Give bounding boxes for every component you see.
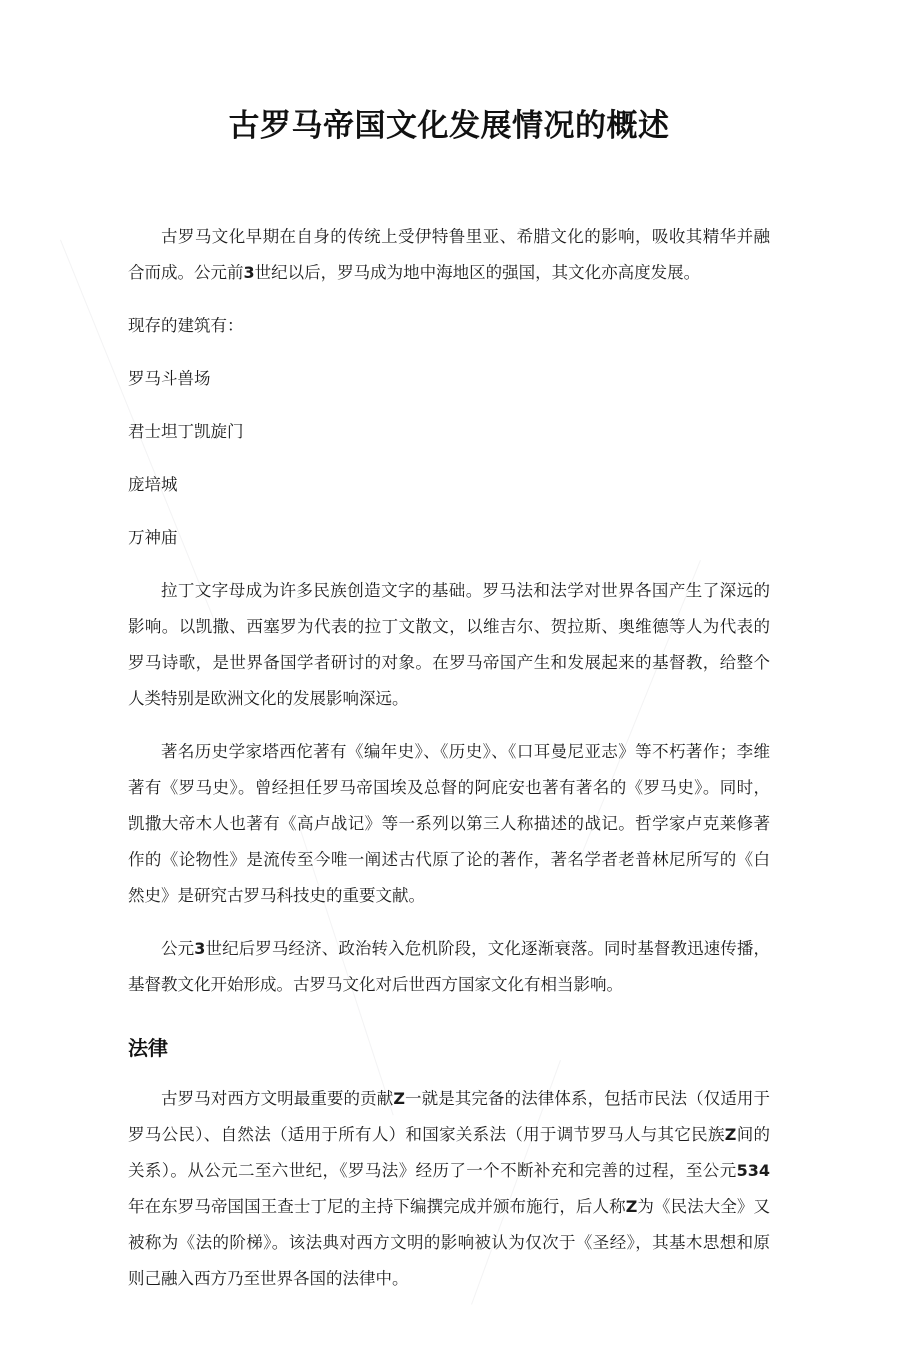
buildings-list-lead: 现存的建筑有： xyxy=(128,316,244,336)
paragraph-intro xyxy=(128,219,770,291)
paragraph-law-part3: 间的关系）。从公元二至六世纪，《罗马法》经历了一个不断补充和完善的过程，至公元 xyxy=(128,1125,771,1181)
list-item: 君士坦丁凯旋门 xyxy=(128,422,244,442)
paragraph-law-glyph-z: Z xyxy=(625,1197,638,1217)
paragraph-law-part5: 为《民法大全》又被称为《法的阶梯》。该法典对西方文明的影响被认为仅次于《圣经》，其基木思想和原则己融入西方乃至世界各国的法律中。 xyxy=(128,1197,771,1289)
list-item: 庞培城 xyxy=(128,475,178,495)
paragraph-intro-part1: 古罗马文化早期在自身的传统上受伊特鲁里亚、希腊文化的影响，吸收其精华并融合而成。公元前 xyxy=(128,227,770,283)
list-item: 万神庙 xyxy=(128,528,178,548)
paragraph-law-glyph-z: Z xyxy=(724,1125,737,1145)
list-item: 罗马斗兽场 xyxy=(128,369,211,389)
paragraph-intro-part2: 世纪以后，罗马成为地中海地区的强国，其文化亦高度发展。 xyxy=(254,263,701,283)
paragraph-law xyxy=(128,1081,770,1297)
paragraph-law-part4: 年在东罗马帝国国王查士丁尼的主持下编撰完成并颁布施行，后人称 xyxy=(128,1197,626,1217)
paragraph-intro-century-number: 3 xyxy=(243,263,255,283)
paragraph-law-part1: 古罗马对西方文明最重要的贡献 xyxy=(161,1089,394,1109)
paragraph-historians: 著名历史学家塔西佗著有《编年史》、《历史》、《口耳曼尼亚志》等不朽著作；李维著有《罗马史》。曾经担任罗马帝国埃及总督的阿庇安也著有著名的《罗马史》。同时，凯撒大帝木人也著有《高卢战记》等一系列以第三人称描述的战记。哲学家卢克莱修著作的《论物性》是流传至今唯一阐述古代原了论的著作，著名学者老普林尼所写的《白然史》是研究古罗马科技史的重要文献。 xyxy=(128,742,770,906)
buildings-list-block xyxy=(128,308,770,556)
paragraph-decline-part2: 世纪后罗马经济、政治转入危机阶段，文化逐渐衰落。同时基督教迅速传播，基督教文化开始形成。古罗马文化对后世西方国家文化有相当影响。 xyxy=(128,939,771,995)
paragraph-law-year: 534 xyxy=(736,1161,770,1181)
paragraph-decline xyxy=(128,931,770,1003)
paragraph-law-part2: 一就是其完备的法律体系，包括市民法（仅适用于罗马公民）、自然法（适用于所有人）和国家关系法（用于调节罗马人与其它民族 xyxy=(128,1089,771,1145)
document-body xyxy=(128,145,770,1297)
paragraph-decline-century-number: 3 xyxy=(194,939,206,959)
document-title: 古罗马帝国文化发展情况的概述 xyxy=(228,108,670,144)
section-heading-law: 法律 xyxy=(128,1036,168,1061)
paragraph-law-glyph-z: Z xyxy=(393,1089,405,1109)
paragraph-decline-part1: 公元 xyxy=(161,939,195,959)
paragraph-latin-influence: 拉丁文字母成为许多民族创造文字的基础。罗马法和法学对世界各国产生了深远的影响。以凯撒、西塞罗为代表的拉丁文散文，以维吉尔、贺拉斯、奥维德等人为代表的罗马诗歌，是世界备国学者研讨的对象。在罗马帝国产生和发展起来的基督教，给整个人类特别是欧洲文化的发展影响深远。 xyxy=(128,581,770,709)
